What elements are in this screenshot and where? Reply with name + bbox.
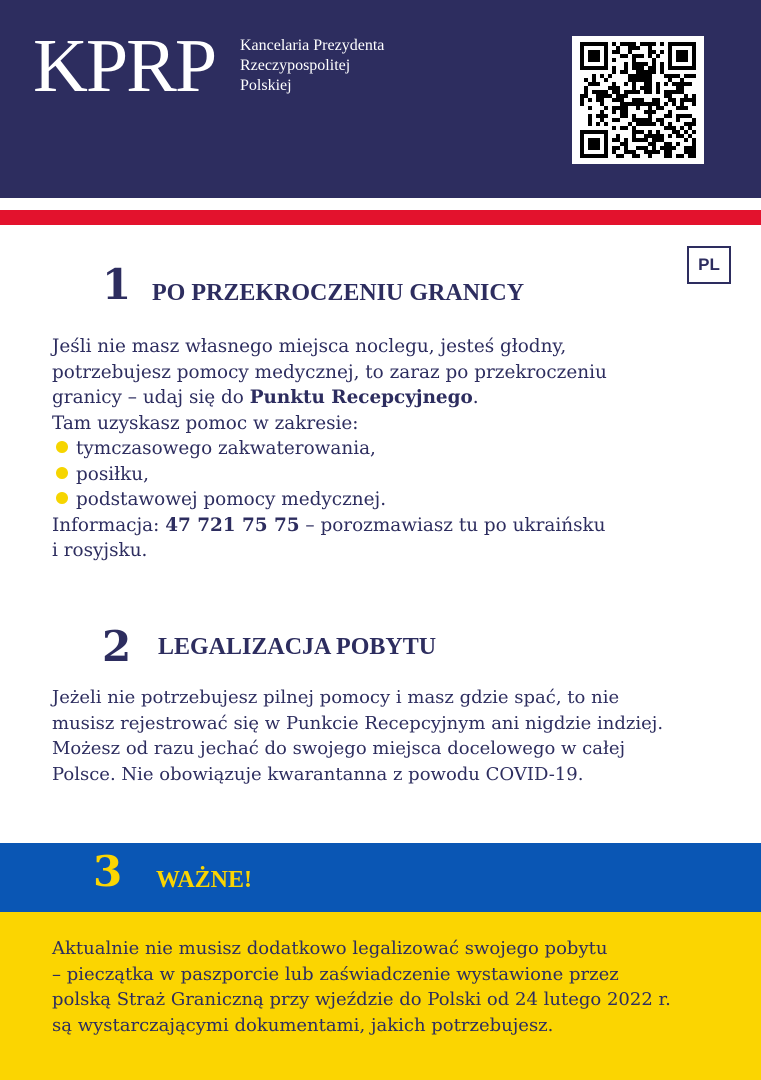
phone-number[interactable]: 47 721 75 75 <box>165 514 300 536</box>
flag-band-blue <box>0 843 761 912</box>
text-line: polską Straż Graniczną przy wjeździe do Polski od 24 lutego 2022 r. <box>52 989 671 1010</box>
bullet-icon <box>56 467 68 479</box>
section-3-body <box>52 936 752 1038</box>
section-3-number: 3 <box>93 847 123 896</box>
bullet-icon <box>56 441 68 453</box>
section-3-title: WAŻNE! <box>156 867 253 893</box>
header-banner <box>0 0 761 198</box>
qr-code-icon[interactable] <box>572 36 704 164</box>
text-line: Tam uzyskasz pomoc w zakresie: <box>52 412 359 434</box>
text-line: potrzebujesz pomocy medycznej, to zaraz po przekroczeniu <box>52 361 607 383</box>
list-item: posiłku, <box>52 462 752 488</box>
section-1-number: 1 <box>102 260 132 309</box>
list-item: tymczasowego zakwaterowania, <box>52 436 752 462</box>
flag-band-yellow <box>0 912 761 1080</box>
text-line: granicy – udaj się do Punktu Recepcyjnego. <box>52 387 479 408</box>
reception-point-emphasis: Punktu Recepcyjnego <box>249 387 473 408</box>
list-item: podstawowej pomocy medycznej. <box>52 487 752 513</box>
text-line: i rosyjsku. <box>52 540 148 561</box>
section-2-number: 2 <box>102 622 132 671</box>
organization-name <box>240 36 480 96</box>
text-line: są wystarczającymi dokumentami, jakich potrzebujesz. <box>52 1014 554 1036</box>
text-line: Możesz od razu jechać do swojego miejsca docelowego w całej <box>52 738 626 759</box>
section-1-title: PO PRZEKROCZENIU GRANICY <box>152 280 525 306</box>
org-line: Kancelaria Prezydenta <box>240 37 385 54</box>
text-line: Polsce. Nie obowiązuje kwarantanna z powodu COVID-19. <box>52 763 584 785</box>
bullet-icon <box>56 492 68 504</box>
info-line: Informacja: 47 721 75 75 – porozmawiasz tu po ukraińsku <box>52 514 606 536</box>
org-line: Polskiej <box>240 77 292 94</box>
language-badge: PL <box>687 246 731 284</box>
flag-stripe-white <box>0 198 761 210</box>
org-line: Rzeczypospolitej <box>240 57 351 74</box>
flag-stripe-red <box>0 210 761 225</box>
text-line: musisz rejestrować się w Punkcie Recepcyjnym ani nigdzie indziej. <box>52 712 664 734</box>
section-2-body <box>52 685 752 787</box>
text-line: Aktualnie nie musisz dodatkowo legalizować swojego pobytu <box>52 938 608 959</box>
text-line: – pieczątka w paszporcie lub zaświadczenie wystawione przez <box>52 963 619 985</box>
kprp-logo: KPRP <box>33 24 216 108</box>
text-line: Jeżeli nie potrzebujesz pilnej pomocy i masz gdzie spać, to nie <box>52 687 620 708</box>
section-1-body <box>52 334 752 564</box>
section-2-title: LEGALIZACJA POBYTU <box>158 634 437 660</box>
text-line: Jeśli nie masz własnego miejsca noclegu, jesteś głodny, <box>52 336 567 357</box>
